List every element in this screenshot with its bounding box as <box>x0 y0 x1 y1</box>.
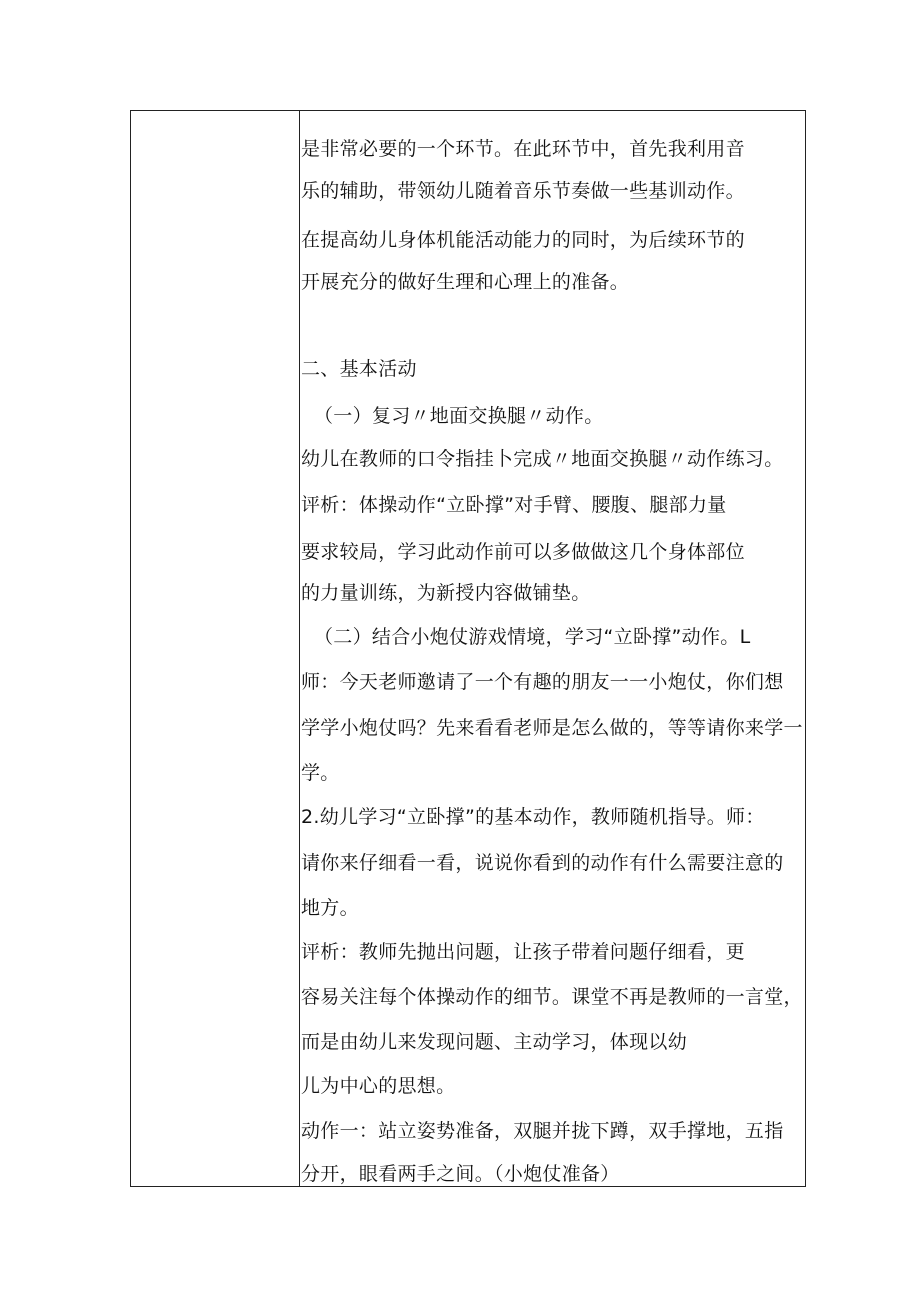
text-line: 要求较局，学习此动作前可以多做做这几个身体部位 <box>301 541 745 563</box>
analysis-line: 评析：体操动作“立卧撑”对手臂、腰腹、腿部力量 <box>301 494 727 516</box>
text-line: 而是由幼儿来发现问题、主动学习，体现以幼 <box>301 1031 688 1053</box>
text-line: 乐的辅助，带领幼儿随着音乐节奏做一些基训动作。 <box>301 180 745 202</box>
text-line: 儿为中心的思想。 <box>301 1075 456 1097</box>
table-left-cell <box>131 111 300 1186</box>
text-line: 的力量训练，为新授内容做铺垫。 <box>301 582 591 604</box>
text-line: 地方。 <box>301 897 359 919</box>
text-line: 开展充分的做好生理和心理上的准备。 <box>301 271 630 293</box>
text-line: 容易关注每个体操动作的细节。课堂不再是教师的一言堂， <box>301 986 803 1008</box>
text-line: 在提高幼儿身体机能活动能力的同时，为后续环节的 <box>301 229 745 251</box>
text-line: 请你来仔细看一看，说说你看到的动作有什么需要注意的 <box>301 852 784 874</box>
text-line: 动作一：站立姿势准备，双腿并拢下蹲，双手撑地，五指 <box>301 1120 784 1142</box>
subsection-heading: （二）结合小炮仗游戏情境，学习“立卧撑”动作。L <box>314 626 751 648</box>
analysis-line: 评析：教师先抛出问题，让孩子带着问题仔细看，更 <box>301 941 745 963</box>
table-right-cell <box>300 111 805 1186</box>
document-table <box>130 110 806 1187</box>
text-line: 幼儿在教师的口令指挂卜完成〃地面交换腿〃动作练习。 <box>301 448 784 470</box>
text-line: 2.幼儿学习“立卧撑”的基本动作，教师随机指导。师： <box>301 806 765 828</box>
text-line: 学。 <box>301 762 340 784</box>
text-line: 分开，眼看两手之间。（小炮仗准备） <box>301 1163 620 1185</box>
text-line: 师：今天老师邀请了一个有趣的朋友一一小炮仗，你们想 <box>301 671 784 693</box>
text-line: 是非常必要的一个环节。在此环节中，首先我利用音 <box>301 138 745 160</box>
subsection-heading: （一）复习〃地面交换腿〃动作。 <box>314 405 604 427</box>
section-heading: 二、基本活动 <box>301 358 417 380</box>
text-line: 学学小炮仗吗？先来看看老师是怎么做的，等等请你来学一 <box>301 717 803 739</box>
